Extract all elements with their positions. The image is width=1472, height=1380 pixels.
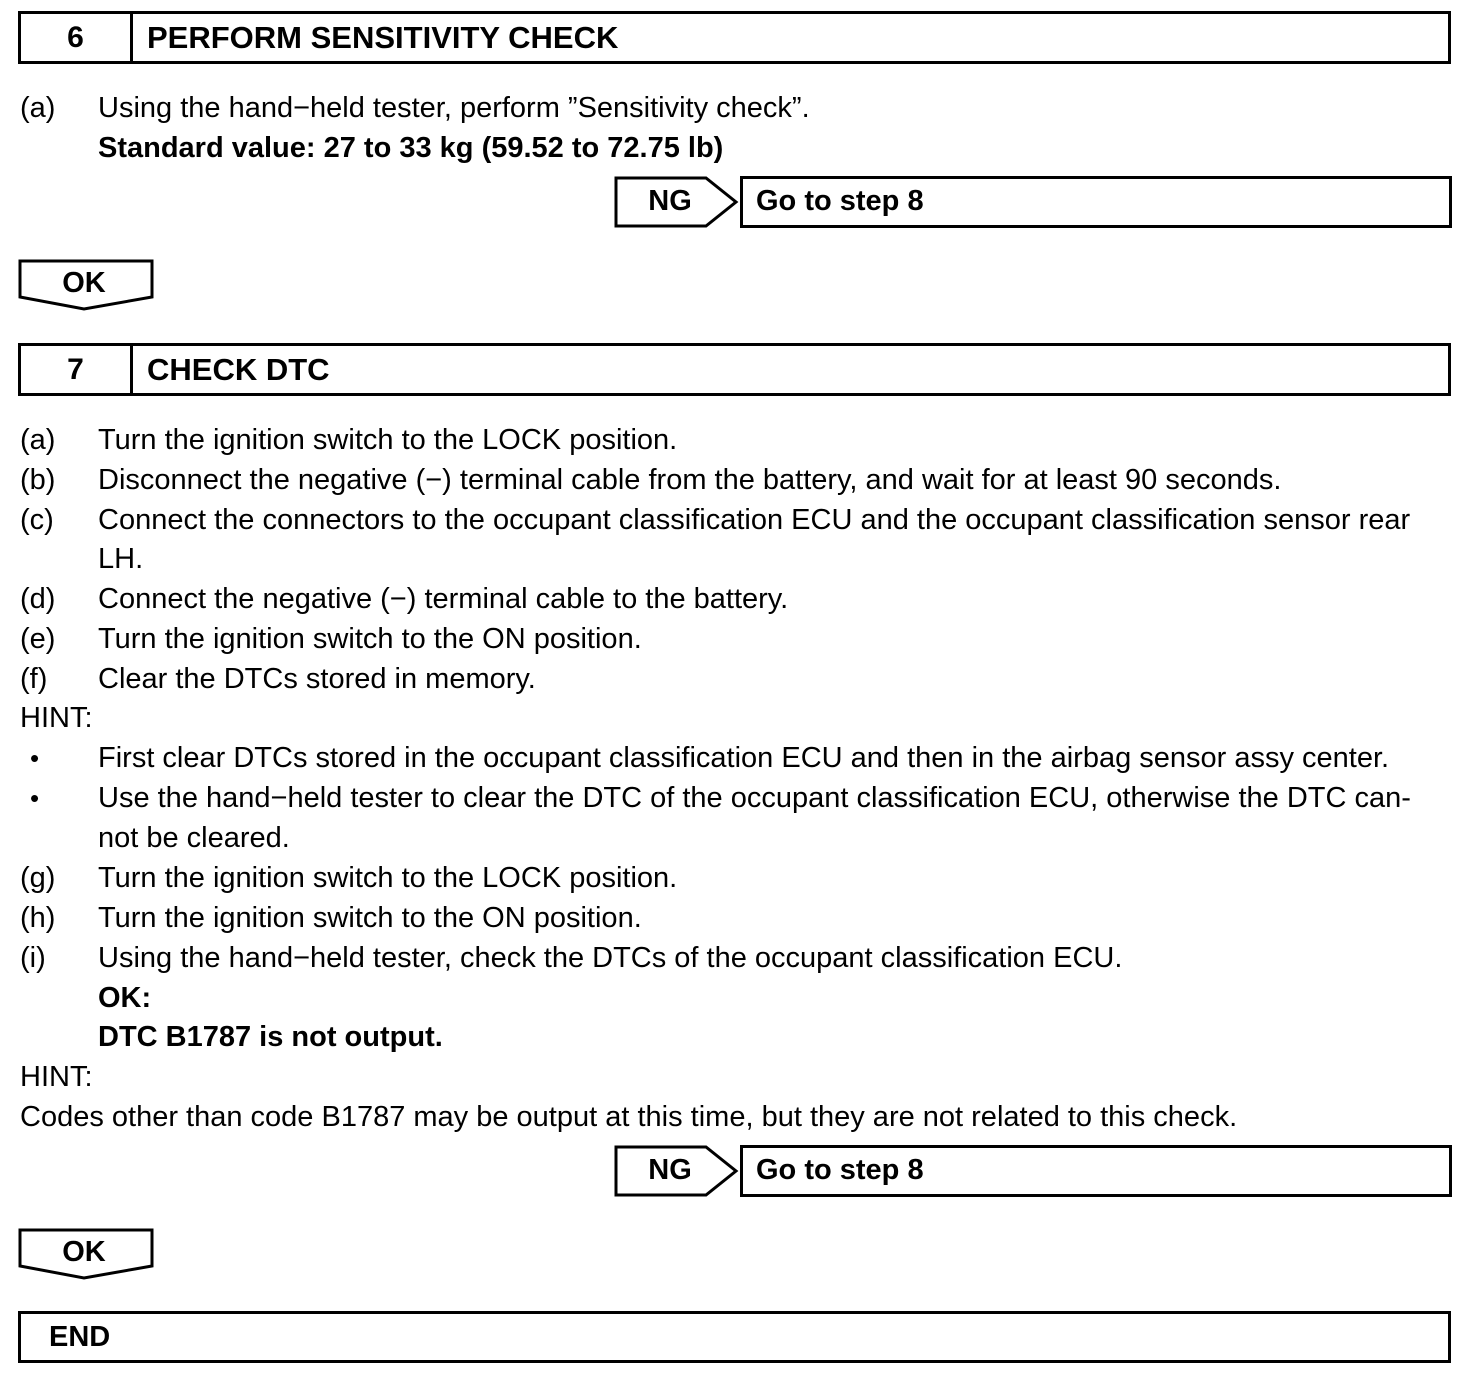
item-text: Turn the ignition switch to the LOCK position. bbox=[98, 424, 678, 456]
ok-label: OK bbox=[62, 267, 106, 299]
bullet-icon: • bbox=[30, 783, 40, 813]
item-text: Connect the negative (−) terminal cable to the battery. bbox=[98, 583, 789, 615]
hint-label: HINT: bbox=[20, 1061, 93, 1093]
ng-label: NG bbox=[648, 1154, 692, 1186]
standard-value: Standard value: 27 to 33 kg (59.52 to 72.75 lb) bbox=[98, 132, 724, 164]
item-text: Turn the ignition switch to the LOCK position. bbox=[98, 862, 678, 894]
item-text: Using the hand−held tester, check the DTCs of the occupant classification ECU. bbox=[98, 942, 1123, 974]
ok-label: OK bbox=[62, 1236, 106, 1268]
item-text-continued: LH. bbox=[98, 543, 144, 575]
go-to-step-link[interactable]: Go to step 8 bbox=[740, 1145, 1452, 1197]
item-label: (e) bbox=[20, 623, 56, 655]
step-number: 7 bbox=[21, 346, 133, 393]
step-7-header bbox=[18, 343, 1451, 396]
end-box bbox=[18, 1311, 1451, 1363]
ng-branch[interactable] bbox=[614, 1145, 1452, 1197]
step-6-header bbox=[18, 11, 1451, 64]
item-label: (a) bbox=[20, 92, 56, 124]
hint-text: Codes other than code B1787 may be output at this time, but they are not related to this check. bbox=[20, 1101, 1238, 1133]
bullet-text-continued: not be cleared. bbox=[98, 822, 290, 854]
ok-branch[interactable] bbox=[18, 1228, 156, 1280]
step-number: 6 bbox=[21, 14, 133, 61]
bullet-text: First clear DTCs stored in the occupant classification ECU and then in the airbag sensor assy center. bbox=[98, 742, 1390, 774]
item-label: (b) bbox=[20, 464, 56, 496]
item-label: (f) bbox=[20, 663, 48, 695]
item-text: Turn the ignition switch to the ON position. bbox=[98, 623, 642, 655]
step-title: CHECK DTC bbox=[147, 352, 330, 387]
item-label: (a) bbox=[20, 424, 56, 456]
item-label: (h) bbox=[20, 902, 56, 934]
item-label: (d) bbox=[20, 583, 56, 615]
ok-result: DTC B1787 is not output. bbox=[98, 1021, 443, 1053]
hint-label: HINT: bbox=[20, 702, 93, 734]
item-text: Turn the ignition switch to the ON position. bbox=[98, 902, 642, 934]
item-text: Clear the DTCs stored in memory. bbox=[98, 663, 536, 695]
ok-branch[interactable] bbox=[18, 259, 156, 311]
ok-heading: OK: bbox=[98, 982, 152, 1014]
item-label: (i) bbox=[20, 942, 46, 974]
go-to-step-link[interactable]: Go to step 8 bbox=[740, 176, 1452, 228]
item-text: Disconnect the negative (−) terminal cable from the battery, and wait for at least 90 seconds. bbox=[98, 464, 1282, 496]
item-text: Using the hand−held tester, perform ”Sensitivity check”. bbox=[98, 92, 810, 124]
bullet-icon: • bbox=[30, 743, 40, 773]
ng-label: NG bbox=[648, 185, 692, 217]
end-label: END bbox=[49, 1321, 111, 1353]
item-label: (g) bbox=[20, 862, 56, 894]
ng-branch[interactable] bbox=[614, 176, 1452, 228]
item-label: (c) bbox=[20, 504, 54, 536]
step-title: PERFORM SENSITIVITY CHECK bbox=[147, 20, 619, 55]
bullet-text: Use the hand−held tester to clear the DTC of the occupant classification ECU, otherwise the DTC can- bbox=[98, 782, 1411, 814]
item-text: Connect the connectors to the occupant classification ECU and the occupant classification sensor rear bbox=[98, 504, 1411, 536]
